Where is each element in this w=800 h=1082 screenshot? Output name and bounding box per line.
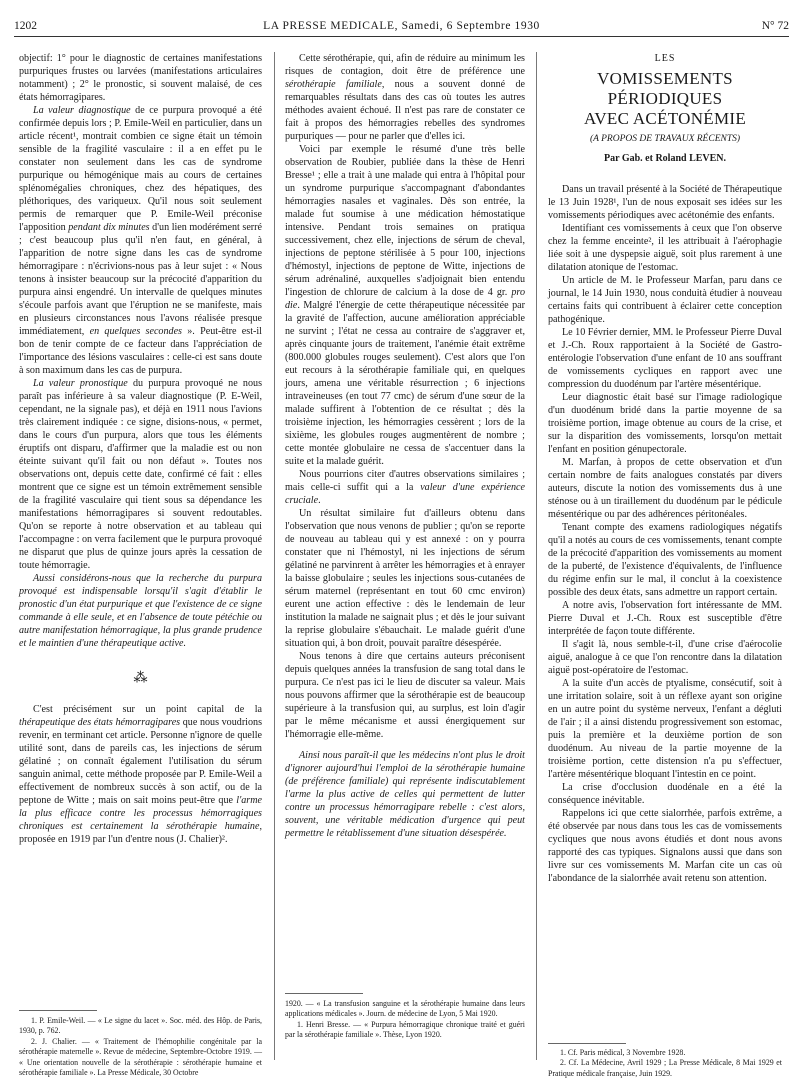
paragraph: La valeur pronostique du purpura provoqué ne nous paraît pas inférieure à sa valeur diagnostique (P. E-Weil, cependant, ne la signale pas), et déjà en 1911 nous l'avions très clairement indiquée : ce signe, disions-nous, « permet, dans le cours d'un purpura, alors que tous les éléments éruptifs ont disparu, d'affirmer que la maladie est ou non éteinte suivant qu'il fait ou non défaut ». Toutes nos observations ont, depuis cette date, confirmé cé fait : elles montrent que ce signe est un témoin extrêmement sensible de la fragilité vasculaire qui tient sous sa dépendance les manifestations hémorragipares si souvent redoutables. Qu'on se reporte à notre observation et au tableau qui l'accompagne : on verra facilement que le purpura provoqué ne disparut que plus de quinze jours après la cessation de toute hémorragie. bbox=[19, 378, 262, 571]
paragraph: Un résultat similaire fut d'ailleurs obtenu dans l'observation que nous venons de publier ; qu'on se reporte de nouveau au tableau qui y est annexé : on y pourra constater que ni l'hémostyl, ni les injections de sérum gélatiné ne parvinrent à arrêter les hémorragies et à enrayer la baisse globulaire ; seules les injections sous-cutanées de sérum maternel (représentant en tout 60 cmc environ) eurent une action effective : dès le lendemain de leur institution la malade ne saignait plus ; et dès le jour suivant la reprise globulaire s'ébauchait. Le malade guérit d'une situation qui, à bon droit, pouvait paraître désespérée. bbox=[285, 508, 525, 649]
column-2 bbox=[285, 52, 525, 840]
paragraph: La valeur diagnostique de ce purpura provoqué a été confirmée depuis lors ; P. Emile-Weil en particulier, dans un article récent¹, montrait combien ce signe était un témoin sensible de la fragilité vasculaire : il a en effet pu le constater non seulement dans les cas de syndrome purpurique ou hémogénique mais au cours de certaines splénomégalies chroniques, chez des hépatiques, des pléthoriques, des variqueux. Qu'il nous soit seulement permis de remarquer que P. Emile-Weil préconise l'apposition pendant dix minutes d'un lien modérément serré ; c'est beaucoup plus qu'il n'en faut, en général, à l'apparition de notre signe dans les cas de syndrome hémorragipare : n'écrivions-nous pas à leur sujet : « Nous tenons à insister beaucoup sur la précocité d'apparition du purpura ainsi engendré. Un intervalle de quelques minutes s'écoule parfois avant que l'éruption ne se manifeste, mais en plusieurs circonstances nous l'avons réalisée presque immédiatement, en quelques secondes ». Peut-être est-il bon de tenir compte de ce facteur dans l'appréciation de l'importance des lésions vasculaires : celle-ci est sans doute à son maximum dans les cas de purpura. bbox=[19, 105, 263, 376]
column-divider-2 bbox=[536, 52, 537, 1060]
paragraph: A notre avis, l'observation fort intéressante de MM. Pierre Duval et J.-Ch. Roux est susceptible d'être interprétée de façon toute différente. bbox=[548, 600, 782, 637]
journal-title: LA PRESSE MEDICALE, Samedi, 6 Septembre 1930 bbox=[263, 20, 540, 32]
footnote-rule bbox=[548, 1043, 626, 1044]
footnote: 2. J. Chalier. — « Traitement de l'hémophilie congénitale par la sérothérapie maternelle ». Revue de médecine, Septembre-Octobre 1919. — « Une orientation nouvelle de la sérothérapie : sérothérapie humaine et sérothérapie familiale ». La Presse Médicale, 30 Octobre bbox=[19, 1036, 262, 1078]
column-1 bbox=[19, 52, 262, 846]
paragraph: Il s'agit là, nous semble-t-il, d'une crise d'aérocolie aiguë, analogue à ce que l'on rencontre dans la dilatation aiguë post-opératoire de l'estomac. bbox=[548, 639, 782, 676]
footnote: 2. Cf. La Médecine, Avril 1929 ; La Presse Médicale, 8 Mai 1929 et Pratique médicale française, Juin 1929. bbox=[548, 1058, 782, 1078]
paragraph: Ainsi nous paraît-il que les médecins n'ont plus le droit d'ignorer aujourd'hui l'emploi de la sérothérapie humaine (de préférence familiale) qui représente indiscutablement l'arme la plus active de celles qui permettent de lutter contre un processus hémorragipare rebelle : c'est alors, souvent, une véritable médication d'urgence qui peut permettre le rétablissement d'une situation désespérée. bbox=[285, 750, 525, 839]
paragraph: La crise d'occlusion duodénale en a été la conséquence inévitable. bbox=[548, 782, 782, 806]
article-title-line-2: AVEC ACÉTONÉMIE bbox=[583, 109, 747, 128]
paragraph: Identifiant ces vomissements à ceux que l'on observe chez la femme enceinte², il les attribuait à l'aérophagie liée soit à une dyspepsie aiguë, soit plus rarement à une dilatation atonique de l'estomac. bbox=[548, 223, 782, 273]
paragraph: Voici par exemple le résumé d'une très belle observation de Roubier, publiée dans la thèse de Henri Bresse¹ ; elle a trait à une malade qui entra à l'hôpital pour un syndrome purpurique s'accompagnant d'abondantes hémorragies nasales et vaginales. Dès son entrée, la malade fut soumise à une médication hémostatique intensive. Pendant trois semaines on pratiqua successivement, chez elle, injections de sérum de cheval, injections de peptone stérilisée à 5 pour 100, injections d'hémostyl, injections de peptone de Witte, injections de sérum adrénaliné, auxquelles s'adjoignait bien entendu l'ingestion de chlorure de calcium à la dose de 4 gr. pro die. Malgré l'énergie de cette thérapeutique nécessitée par la gravité de l'affection, aucune amélioration appréciable ne survint ; l'état ne cessa au contraire de s'aggraver et, après cinquante jours de traitement, l'anémie était extrême (800.000 globules rouges seulement). C'est alors que l'on eut recours à la sérothérapie familiale qui, en quelques jours, amena une véritable résurrection ; 6 injections intraveineuses (en tout 77 cmc) de sérum d'une sœur de la malade suffirent à l'obtention de ce résultat ; dès la troisième injection, les hémorragies cessèrent ; lors de la sixième, les globules rouges augmentèrent de nombre ; cette montée globulaire ne cessa de s'accentuer dans la suite et la malade guérit. bbox=[285, 144, 525, 467]
footnote: 1920. — « La transfusion sanguine et la sérothérapie humaine dans leurs applications médicales ». Journ. de médecine de Lyon, 5 Mai 1920. bbox=[285, 999, 525, 1019]
paragraph: Leur diagnostic était basé sur l'image radiologique d'un duodénum bridé dans la partie moyenne de sa troisième portion, image obtenue au cours de la crise, et sur la disparition des vomissements, lorsqu'on mettait l'enfant en position génupectorale. bbox=[548, 392, 782, 455]
paragraph: M. Marfan, à propos de cette observation et d'un certain nombre de faits analogues constatés par divers auteurs, discute la notion des vomissements dus à une sténose ou à un tiraillement du duodénum par le pédicule mésentérique ou par des adhérences péritonéales. bbox=[548, 457, 782, 520]
paragraph: A la suite d'un accès de ptyalisme, consécutif, soit à une irritation solaire, soit à un réflexe ayant son origine en un autre point du système nerveux, l'enfant a dégluti de l'air ; il a ainsi distendu progressivement son estomac, puis la première et la deuxième portion de son duodénum. Au niveau de la partie moyenne de la troisième portion, cette distension n'a pu s'effectuer, l'artère mésentérique bloquant l'intestin en ce point. bbox=[548, 678, 782, 780]
paragraph: Nous pourrions citer d'autres observations similaires ; mais celle-ci suffit qui a la valeur d'une expérience cruciale. bbox=[285, 469, 526, 506]
footnotes-col2 bbox=[285, 999, 525, 1041]
paragraph: C'est précisément sur un point capital de la thérapeutique des états hémorragipares que nous voudrions revenir, en terminant cet article. Personne n'ignore de quelle utilité sont, dans de pareils cas, les injections de sérum gélatiné ; on connaît également l'utilisation du sérum sanguin animal, cette méthode proposée par P. Emile-Weil a effectivement de nombreux succès à son actif, ou de la peptone de Witte ; mais on sait moins peut-être que l'arme la plus efficace contre les processus hémorragiques chroniques est certainement la sérothérapie humaine, proposée en 1919 par l'un d'entre nous (J. Chalier)². bbox=[19, 704, 263, 845]
paragraph: Un article de M. le Professeur Marfan, paru dans ce journal, le 14 Juin 1930, nous conduità étudier à nouveau certains faits qui contribuent à éclairer cette conception pathogénique. bbox=[548, 275, 782, 325]
footnote-rule bbox=[285, 993, 363, 994]
paragraph: Aussi considérons-nous que la recherche du purpura provoqué est indispensable lorsqu'il s'agit d'établir le pronostic d'un état purpurique et que l'existence de ce signe commande à elle seule, et en l'absence de toute pétéchie ou autre manifestation hémorragique, la plus grande prudence et le maintien d'une thérapeutique active. bbox=[19, 573, 262, 649]
footnote-rule bbox=[19, 1010, 97, 1011]
article-authors: Par Gab. et Roland LEVEN. bbox=[603, 153, 727, 164]
page-number: 1202 bbox=[14, 20, 37, 32]
article-subtitle: (A PROPOS DE TRAVAUX RÉCENTS) bbox=[589, 134, 741, 144]
issue-number: N° 72 bbox=[761, 20, 789, 32]
footnotes-col3 bbox=[548, 1048, 782, 1079]
paragraph: Le 10 Février dernier, MM. le Professeur Pierre Duval et J.-Ch. Roux rapportaient à la Société de Gastro-entérologie l'observation d'une enfant de 10 ans souffrant de vomissements cycliques en rapport avec une compression du duodénum par l'artère mésentérique. bbox=[548, 327, 782, 390]
page-header bbox=[14, 20, 789, 37]
paragraph: Dans un travail présenté à la Société de Thérapeutique le 13 Juin 1928¹, l'un de nous exposait ses idées sur les vomissements périodiques avec acétonémie des enfants. bbox=[548, 184, 782, 221]
paragraph: Nous tenons à dire que certains auteurs préconisent depuis quelques années la transfusion de sang total dans le purpura. Ce n'est pas ici le lieu de discuter sa valeur. Mais nous pouvons affirmer que la sérothérapie est de beaucoup supérieure à la transfusion qui, au surplus, est loin d'agir par le même mécanisme et aussi énergiquement sur l'hémorragie elle-même. bbox=[285, 651, 525, 740]
paragraph: Tenant compte des examens radiologiques négatifs qu'il a notés au cours de ces vomissements, tenant compte de la précocité d'apparition des vomissements au moment de la puberté, de l'existence d'équivalents, de l'influence du régime enfin sur le mal, il conclut à la coexistence possible des deux états, sans admettre un rapport certain. bbox=[548, 522, 782, 598]
footnote: 1. P. Emile-Weil. — « Le signe du lacet ». Soc. méd. des Hôp. de Paris, 1930, p. 762. bbox=[19, 1016, 262, 1036]
paragraph: Cette sérothérapie, qui, afin de réduire au minimum les risques de contagion, doit être de préférence une sérothérapie familiale, nous a souvent donné de remarquables résultats dans des cas où toutes les autres méthodes avaient échoué. Il n'est pas rare de constater ce fait à propos des hémorragies rebelles des syndromes purpuriques — pour ne parler que d'elles ici. bbox=[285, 53, 525, 142]
column-divider-1 bbox=[274, 52, 275, 1060]
paragraph: Rappelons ici que cette sialorrhée, parfois extrême, a été observée par nous dans tous les cas de vomissements cycliques que nous avons étudiés et dont nous avons rapporté des cas typiques. Signalons aussi que dans son livre sur ces vomissements M. Marfan cite un cas où l'abondance de la sialorrhée avait retenu son attention. bbox=[548, 808, 782, 884]
section-separator: ⁂ bbox=[133, 671, 148, 686]
paragraph: objectif: 1° pour le diagnostic de certaines manifestations purpuriques frustes ou larvées (manifestations articulaires notamment) ; 2° le pronostic, si souvent malaisé, de ces états hémorragipares. bbox=[19, 53, 262, 103]
column-3 bbox=[548, 52, 782, 885]
footnotes-col1 bbox=[19, 1016, 262, 1078]
footnote: 1. Cf. Paris médical, 3 Novembre 1928. bbox=[560, 1048, 686, 1057]
article-kicker: LES bbox=[654, 53, 676, 64]
article-title-line-1: VOMISSEMENTS PÉRIODIQUES bbox=[597, 69, 733, 108]
footnote: 1. Henri Bresse. — « Purpura hémorragique chronique traité et guéri par la sérothérapie familiale ». Thèse, Lyon 1920. bbox=[285, 1019, 525, 1040]
